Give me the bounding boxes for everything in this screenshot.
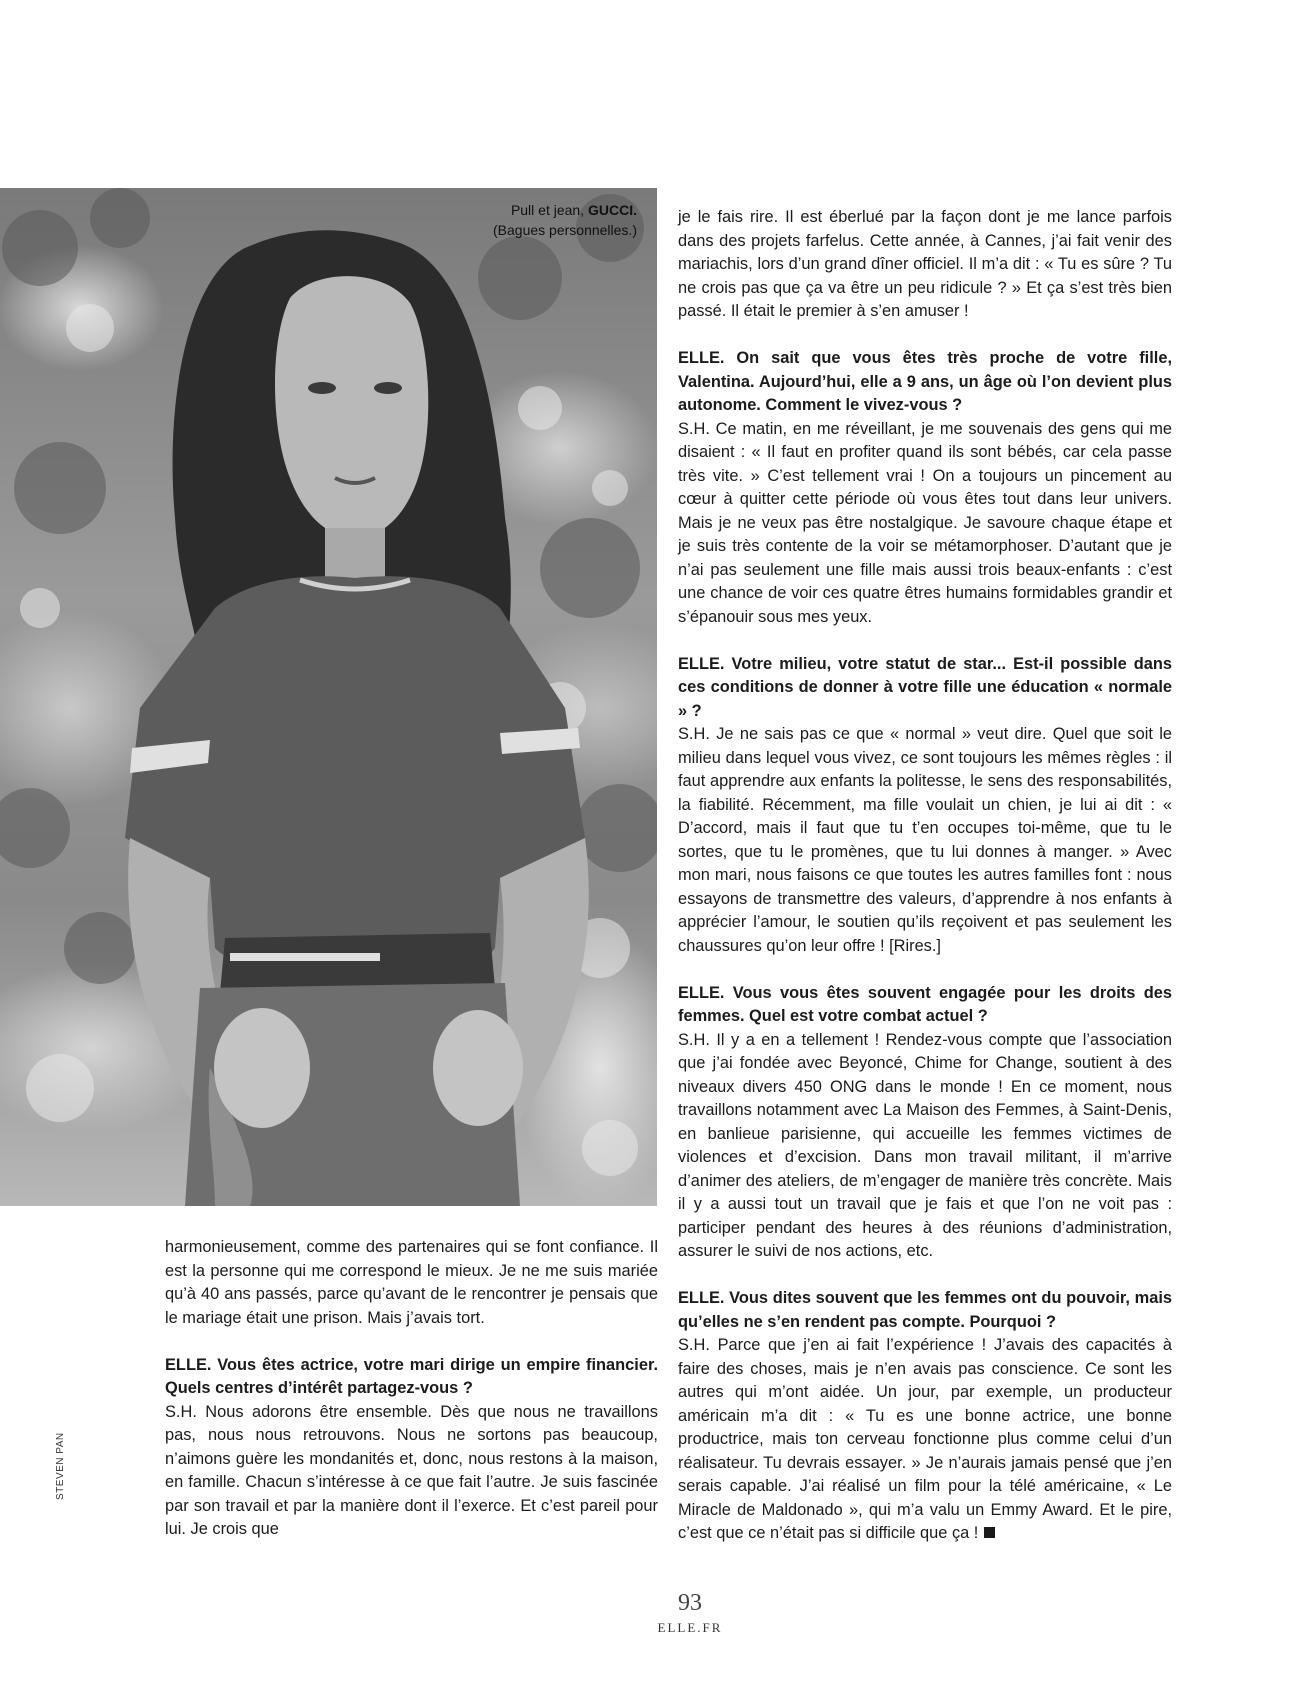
- answer-final: [678, 1334, 1172, 1546]
- caption-brand: GUCCI.: [588, 202, 637, 218]
- question: ELLE. On sait que vous êtes très proche de votre fille, Valentina. Aujourd’hui, elle a 9 ans, un âge où l’on devient plus autonome. Comment le vivez-vous ?: [678, 349, 1172, 414]
- left-column: [165, 1236, 658, 1542]
- question: ELLE. Vous dites souvent que les femmes ont du pouvoir, mais qu’elles ne s’en rendent pas compte. Pourquoi ?: [678, 1289, 1172, 1331]
- caption-credit-text: Pull et jean,: [510, 202, 588, 218]
- photo-credit: STEVEN PAN: [55, 1432, 66, 1500]
- portrait-illustration: [0, 188, 657, 1206]
- portrait-photo: [0, 188, 657, 1206]
- question: ELLE. Vous êtes actrice, votre mari dirige un empire financier. Quels centres d’intérêt partagez-vous ?: [165, 1355, 658, 1397]
- magazine-brand: ELLE.FR: [657, 1620, 723, 1635]
- answer: S.H. Ce matin, en me réveillant, je me souvenais des gens qui me disaient : « Il faut en profiter quand ils sont bébés, car cela passe très vite. » C’est tellement vrai ! On a toujours un pincement au cœur à quitter cette période où vous êtes tout dans leur univers. Mais je ne veux pas être nostalgique. Je savoure chaque étape et je suis très contente de la voir se métamorphoser. D’autant que je n’ai pas seulement une fille mais aussi trois beaux-enfants : c’est une chance de voir ces quatre êtres humains formidables grandir et s’épanouir sous mes yeux.: [678, 419, 1172, 626]
- paragraph: harmonieusement, comme des partenaires qui se font confiance. Il est la personne qui me correspond le mieux. Je ne me suis mariée qu’à 40 ans passés, parce qu’avant de le rencontrer je pensais que le mariage était une prison. Mais j’avais tort.: [165, 1238, 658, 1327]
- answer: S.H. Il y a en a tellement ! Rendez-vous compte que l’association que j’ai fondée avec Beyoncé, Chime for Change, soutient à des niveaux divers 450 ONG dans le monde ! En ce moment, nous travaillons notamment avec La Maison des Femmes, à Saint-Denis, en banlieue parisienne, qui accueille les femmes victimes de violences et d’excision. Dans mon travail militant, il m’arrive d’animer des ateliers, de m’engager de manière très concrète. Mais il y a aussi tout un travail que je fais et que l’on ne voit pas : participer pendant des heures à des réunions d’administration, assurer le suivi de nos actions, etc.: [678, 1030, 1172, 1260]
- page-number: 93: [678, 1590, 702, 1616]
- caption-note: (Bagues personnelles.): [493, 222, 637, 238]
- answer: S.H. Nous adorons être ensemble. Dès que nous ne travaillons pas, nous nous retrouvons. Nous ne sortons pas beaucoup, n’aimons guère les mondanités et, donc, nous restons à la maison, en famille. Chacun s’intéresse à ce que fait l’autre. Je suis fascinée par son travail et par la manière dont il l’exerce. Et c’est pareil pour lui. Je crois que: [165, 1402, 658, 1538]
- answer: S.H. Je ne sais pas ce que « normal » veut dire. Quel que soit le milieu dans lequel vous vivez, ce sont toujours les mêmes règles : il faut apprendre aux enfants la politesse, le sens des responsabilités, la fiabilité. Récemment, ma fille voulait un chien, je lui ai dit : « D’accord, mais il faut que tu t’en occupes toi-même, que tu le sortes, que tu le promènes, que tu lui donnes à manger. » Avec mon mari, nous faisons ce que toutes les autres familles font : nous essayons de transmettre des valeurs, d’apprendre à nos enfants à apprécier l’amour, le soutien qu’ils reçoivent et pas seulement les chaussures qu’on leur offre ! [Rires.]: [678, 725, 1172, 955]
- photo-caption: [493, 200, 637, 240]
- right-column: [678, 206, 1172, 1546]
- question: ELLE. Votre milieu, votre statut de star... Est-il possible dans ces conditions de donner à votre fille une éducation « normale » ?: [678, 654, 1172, 720]
- paragraph: je le fais rire. Il est éberlué par la façon dont je me lance parfois dans des projets farfelus. Cette année, à Cannes, j’ai fait venir des mariachis, lors d’un grand dîner officiel. Il m’a dit : « Tu es sûre ? Tu ne crois pas que ça va être un peu ridicule ? » Et ça s’est très bien passé. Il était le premier à s’en amuser !: [678, 208, 1172, 320]
- question: ELLE. Vous vous êtes souvent engagée pour les droits des femmes. Quel est votre combat actuel ?: [678, 983, 1172, 1025]
- end-mark-icon: [984, 1527, 995, 1538]
- answer-text: S.H. Parce que j’en ai fait l’expérience ! J’avais des capacités à faire des choses, mais je n’en avais pas conscience. Ce sont les autres qui m’ont aidée. Un jour, par exemple, un producteur américain m’a dit : « Tu es une bonne actrice, une bonne productrice, mais ton cerveau fonctionne plus comme celui d’un réalisateur. Tu devrais essayer. » Je n’aurais jamais pensé que j’en serais capable. J’ai réalisé un film pour la télé américaine, « Le Miracle de Maldonado », qui m’a valu un Emmy Award. Et le pire, c’est que ce n’était pas si difficile que ça !: [678, 1336, 1172, 1542]
